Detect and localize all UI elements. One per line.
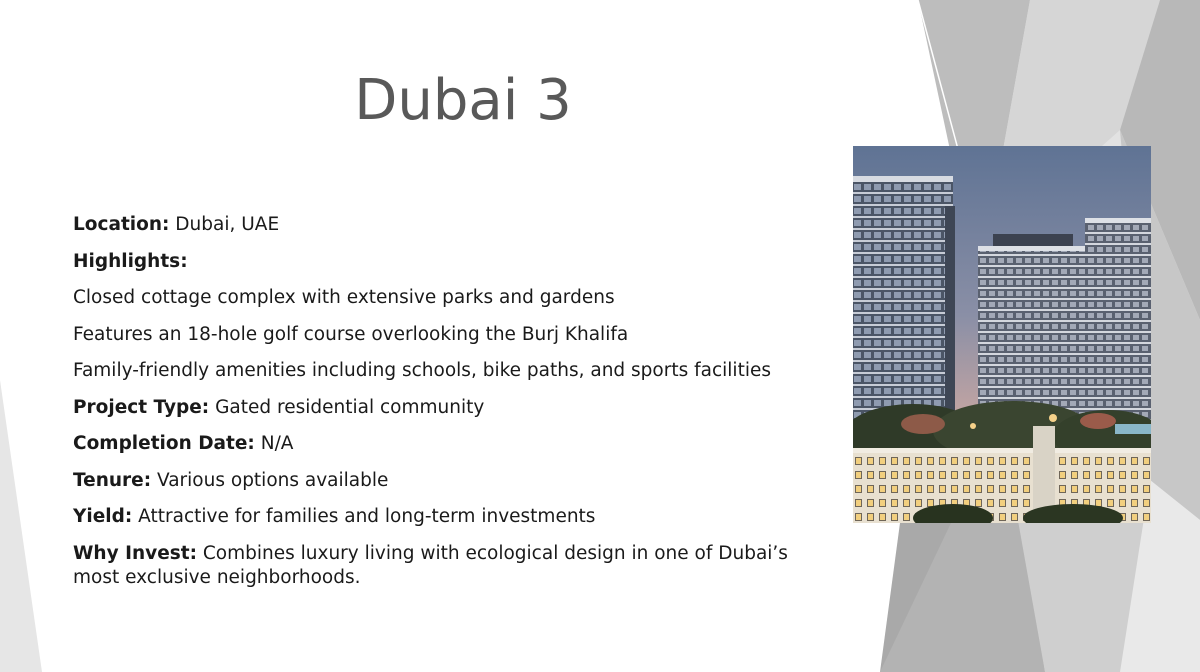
- location-label: Location:: [73, 214, 170, 235]
- tenure-label: Tenure:: [73, 469, 152, 491]
- project-type-label: Project Type:: [73, 396, 210, 418]
- completion-value: N/A: [254, 433, 294, 454]
- highlight-item: Closed cottage complex with extensive parks and gardens: [73, 287, 615, 308]
- location-value: Dubai, UAE: [169, 214, 280, 235]
- yield-value: Attractive for families and long-term investments: [132, 506, 596, 527]
- residential-towers-photo: [853, 146, 1151, 523]
- completion-label: Completion Date:: [73, 433, 255, 454]
- page-title: Dubai 3: [354, 68, 572, 133]
- tenure-line: [73, 469, 833, 493]
- yield-line: [73, 505, 833, 529]
- highlights-label: Highlights:: [73, 250, 188, 272]
- highlight-item: Features an 18-hole golf course overlooking the Burj Khalifa: [73, 323, 629, 345]
- why-invest-value: Combines luxury living with ecological design in one of Dubai’s most exclusive neighborhoods.: [73, 542, 788, 588]
- property-details: [73, 213, 833, 602]
- property-photo: [853, 146, 1151, 523]
- project-type-line: [73, 396, 833, 420]
- yield-label: Yield:: [73, 506, 133, 527]
- why-invest-label: Why Invest:: [73, 542, 197, 564]
- tenure-value: Various options available: [151, 469, 389, 491]
- completion-line: [73, 432, 833, 456]
- highlights-heading: [73, 250, 833, 274]
- highlight-item: Family-friendly amenities including schools, bike paths, and sports facilities: [73, 360, 771, 381]
- location-line: [73, 213, 833, 237]
- why-invest-line: [73, 542, 833, 590]
- project-type-value: Gated residential community: [209, 396, 485, 418]
